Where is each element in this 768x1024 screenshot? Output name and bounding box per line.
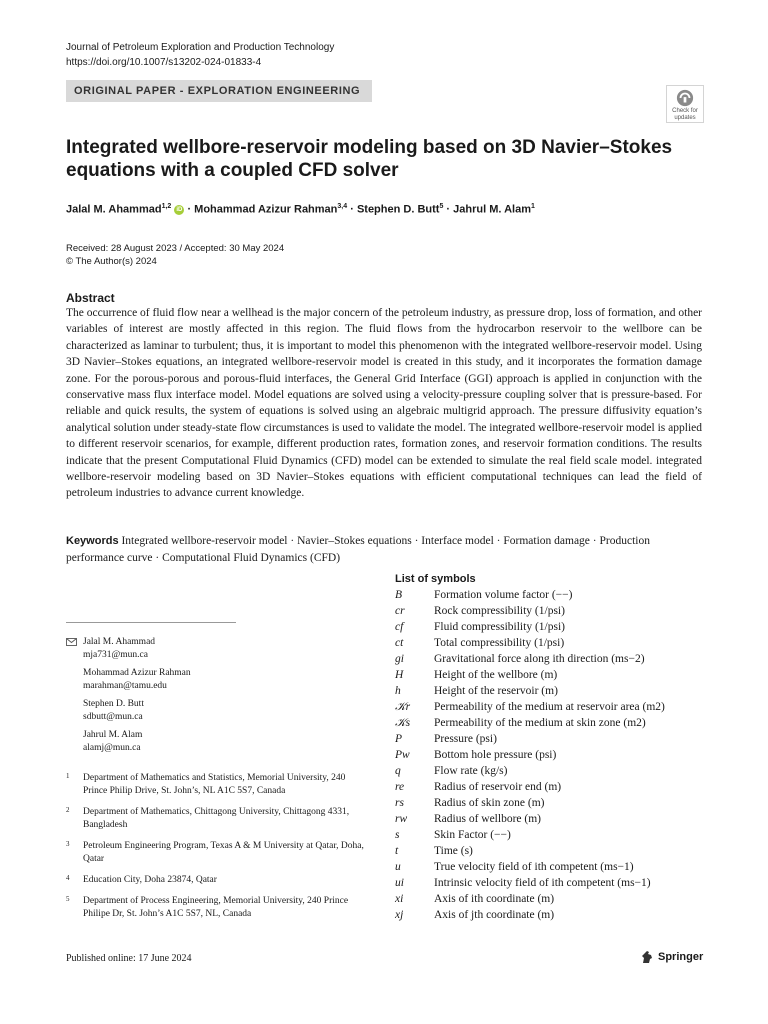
received-accepted-dates: Received: 28 August 2023 / Accepted: 30 May 2024: [66, 243, 285, 254]
envelope-icon: [66, 638, 77, 646]
check-badge-line1: Check for: [672, 108, 698, 114]
symbols-heading: List of symbols: [395, 573, 476, 585]
symbol-description: Rock compressibility (1/psi): [434, 605, 565, 617]
symbol-row: [395, 811, 715, 827]
symbol: 𝒦s: [395, 717, 411, 729]
symbol: ct: [395, 637, 404, 649]
symbol: rw: [395, 813, 408, 825]
author-name: Mohammad Azizur Rahman: [194, 203, 338, 216]
author-list: Jalal M. Ahammad$^{1,2}$ iD · Mohammad Azizur Rahman$^{3,4}$ · Stephen D. Butt$^5$ · Jahrul M. Alam$^1$: [66, 203, 535, 216]
correspondent-email[interactable]: marahman@tamu.edu: [83, 681, 167, 691]
symbol-row: [395, 731, 715, 747]
correspondent-name: Stephen D. Butt: [83, 699, 144, 709]
symbol-description: Gravitational force along ith direction (ms−2): [434, 653, 645, 665]
affiliation-item: [66, 840, 366, 866]
symbol: H: [395, 669, 404, 681]
symbol: t: [395, 845, 399, 857]
symbol-row: [395, 747, 715, 763]
symbol-description: Height of the reservoir (m): [434, 685, 558, 697]
symbol-description: Axis of jth coordinate (m): [434, 909, 555, 921]
symbols-table: [395, 587, 715, 923]
symbol-description: Total compressibility (1/psi): [434, 637, 565, 649]
affiliation-number: 2: [66, 806, 70, 814]
symbol-row: [395, 635, 715, 651]
symbol-row: [395, 667, 715, 683]
symbol-row: [395, 827, 715, 843]
symbol: u: [395, 861, 401, 873]
abstract-heading: Abstract: [66, 291, 115, 305]
symbol: s: [395, 829, 400, 841]
orcid-icon[interactable]: iD: [176, 206, 183, 213]
check-updates-icon: [676, 89, 694, 107]
symbol-row: [395, 651, 715, 667]
symbol-row: [395, 795, 715, 811]
affiliation-item: [66, 895, 366, 921]
symbol-row: [395, 907, 715, 923]
symbol: xj: [395, 909, 404, 921]
symbol-description: Bottom hole pressure (psi): [434, 749, 557, 761]
affiliation-number: 4: [66, 874, 70, 882]
affiliations-list: [66, 772, 366, 929]
symbol: cr: [395, 605, 405, 617]
symbol-description: Height of the wellbore (m): [434, 669, 558, 681]
symbol: xi: [395, 893, 404, 905]
symbol-description: Radius of reservoir end (m): [434, 781, 562, 793]
symbol: q: [395, 765, 401, 777]
correspondent-name: Mohammad Azizur Rahman: [83, 668, 191, 678]
symbol-description: Radius of skin zone (m): [434, 797, 545, 809]
affiliation-item: [66, 772, 366, 798]
abstract-text: The occurrence of fluid flow near a wellhead is the major concern of the petroleum industry, as pressure drop, loss of formation, and other variables of interest are mostly affected in this region. The fluid flows from the hydrocarbon reservoir to the wellbore can be characterized as laminar to turbulent; thus, it is important to model this phenomenon with the integrated wellbore-reservoir model. Using 3D Navier–Stokes equations, an integrated wellbore-reservoir model is created in this study, and it incorporates the formation damage zone. For the porous-porous and porous-fluid interfaces, the General Grid Interface (GGI) approach is applied in conjunction with the conservative mass flux interface model. Model equations are solved using a velocity-pressure coupling solver that is pressure-based. For reliable and quick results, the system of equations is solved using an algebraic multigrid approach. The pressure diffusivity equation’s analytical solution under steady-state flow circumstances is used to validate the model. The integrated wellbore-reservoir model is applied to different reservoir scenarios, for example, different production rates, formation zones, and reservoir formation conditions. The results indicate that the present Computational Fluid Dynamics (CFD) model can be extended to simulate the real field scale model. integrated wellbore-reservoir modeling based on 3D Navier–Stokes equations with efficient computational techniques can lead the field of petroleum industries to advance current knowledge.: [66, 307, 703, 500]
springer-horse-icon: [640, 950, 654, 964]
keywords-label: Keywords: [66, 535, 119, 547]
affiliation-text: Department of Process Engineering, Memorial University, 240 Prince Philipe Dr, St. John’s A1C 5S7, NL, Canada: [83, 896, 349, 919]
doi-link[interactable]: https://doi.org/10.1007/s13202-024-01833-4: [66, 57, 262, 68]
check-for-updates-badge[interactable]: [666, 85, 704, 123]
symbol-row: [395, 859, 715, 875]
footnote-divider: [66, 622, 236, 623]
keywords: [66, 533, 696, 566]
correspondence-entry: [83, 729, 356, 755]
check-badge-line2: updates: [674, 115, 696, 121]
correspondent-email[interactable]: alamj@mun.ca: [83, 743, 141, 753]
symbol-row: [395, 763, 715, 779]
correspondence-entry: [83, 636, 356, 662]
affiliation-number: 1: [66, 772, 70, 780]
author-name: Jalal M. Ahammad: [66, 203, 162, 216]
affiliation-text: Department of Mathematics and Statistics, Memorial University, 240 Prince Philip Drive, St. John’s, NL A1C 5S7, Canada: [83, 773, 346, 796]
correspondent-email[interactable]: mja731@mun.ca: [83, 650, 148, 660]
affiliation-item: [66, 806, 366, 832]
symbol: cf: [395, 621, 404, 633]
symbol-row: [395, 699, 715, 715]
affiliation-text: Petroleum Engineering Program, Texas A & M University at Qatar, Doha, Qatar: [83, 841, 364, 864]
author-affiliation-marker: 1,2: [161, 203, 172, 210]
symbol-row: [395, 587, 715, 603]
symbol-row: [395, 683, 715, 699]
symbol-row: [395, 779, 715, 795]
symbol-row: [395, 603, 715, 619]
journal-name: Journal of Petroleum Exploration and Production Technology: [66, 42, 335, 53]
keywords-text: Integrated wellbore-reservoir model · Navier–Stokes equations · Interface model · Formation damage · Production performance curve · Computational Fluid Dynamics (CFD): [66, 535, 650, 564]
paper-title: Integrated wellbore-reservoir modeling based on 3D Navier–Stokes equations with a coupled CFD solver: [66, 137, 673, 181]
correspondence-entry: [83, 667, 356, 693]
affiliation-item: [66, 874, 366, 887]
symbol-row: [395, 619, 715, 635]
author-affiliation-marker: 5: [439, 203, 444, 210]
symbol: P: [395, 733, 403, 745]
symbol-description: Permeability of the medium at skin zone (m2): [434, 717, 646, 729]
list-of-symbols: [395, 573, 715, 923]
symbol: ui: [395, 877, 404, 889]
symbol: Pw: [395, 749, 410, 761]
symbol-row: [395, 875, 715, 891]
symbol-description: Pressure (psi): [434, 733, 497, 745]
affiliation-number: 3: [66, 840, 70, 848]
section-label: ORIGINAL PAPER - EXPLORATION ENGINEERING: [66, 80, 372, 102]
symbol: h: [395, 685, 401, 697]
symbol-description: Formation volume factor (−−): [434, 589, 573, 601]
correspondent-email[interactable]: sdbutt@mun.ca: [83, 712, 143, 722]
author-affiliation-marker: 3,4: [337, 203, 348, 210]
symbol: gi: [395, 653, 404, 665]
symbol-description: Radius of wellbore (m): [434, 813, 541, 825]
journal-header: [66, 40, 334, 70]
symbol-description: Intrinsic velocity field of ith competent (ms−1): [434, 877, 651, 889]
affiliation-text: Education City, Doha 23874, Qatar: [83, 875, 217, 885]
author-affiliation-marker: 1: [530, 203, 535, 210]
symbol: B: [395, 589, 403, 601]
publisher-name: Springer: [658, 951, 704, 963]
symbol-description: Skin Factor (−−): [434, 829, 511, 841]
symbol-description: Axis of ith coordinate (m): [434, 893, 555, 905]
symbol: rs: [395, 797, 404, 809]
symbol-description: Permeability of the medium at reservoir area (m2): [434, 701, 665, 713]
symbol-description: Fluid compressibility (1/psi): [434, 621, 565, 633]
affiliation-number: 5: [66, 895, 70, 903]
symbol-description: Flow rate (kg/s): [434, 765, 508, 777]
publication-dates: [66, 242, 284, 268]
symbol-description: Time (s): [434, 845, 473, 857]
symbol: 𝒦r: [395, 701, 411, 713]
symbol-row: [395, 843, 715, 859]
correspondence-block: [66, 636, 356, 760]
published-online-date: Published online: 17 June 2024: [66, 953, 192, 964]
correspondent-name: Jalal M. Ahammad: [83, 637, 156, 647]
symbol-row: [395, 715, 715, 731]
copyright-line: © The Author(s) 2024: [66, 256, 157, 267]
symbol-description: True velocity field of ith competent (ms−1): [434, 861, 634, 873]
symbol: re: [395, 781, 405, 793]
correspondence-entry: [83, 698, 356, 724]
publisher-logo: [640, 950, 703, 964]
author-name: Stephen D. Butt: [356, 203, 440, 216]
author-name: Jahrul M. Alam: [453, 203, 531, 216]
affiliation-text: Department of Mathematics, Chittagong University, Chittagong 4331, Bangladesh: [83, 807, 350, 830]
symbol-row: [395, 891, 715, 907]
correspondent-name: Jahrul M. Alam: [83, 730, 143, 740]
